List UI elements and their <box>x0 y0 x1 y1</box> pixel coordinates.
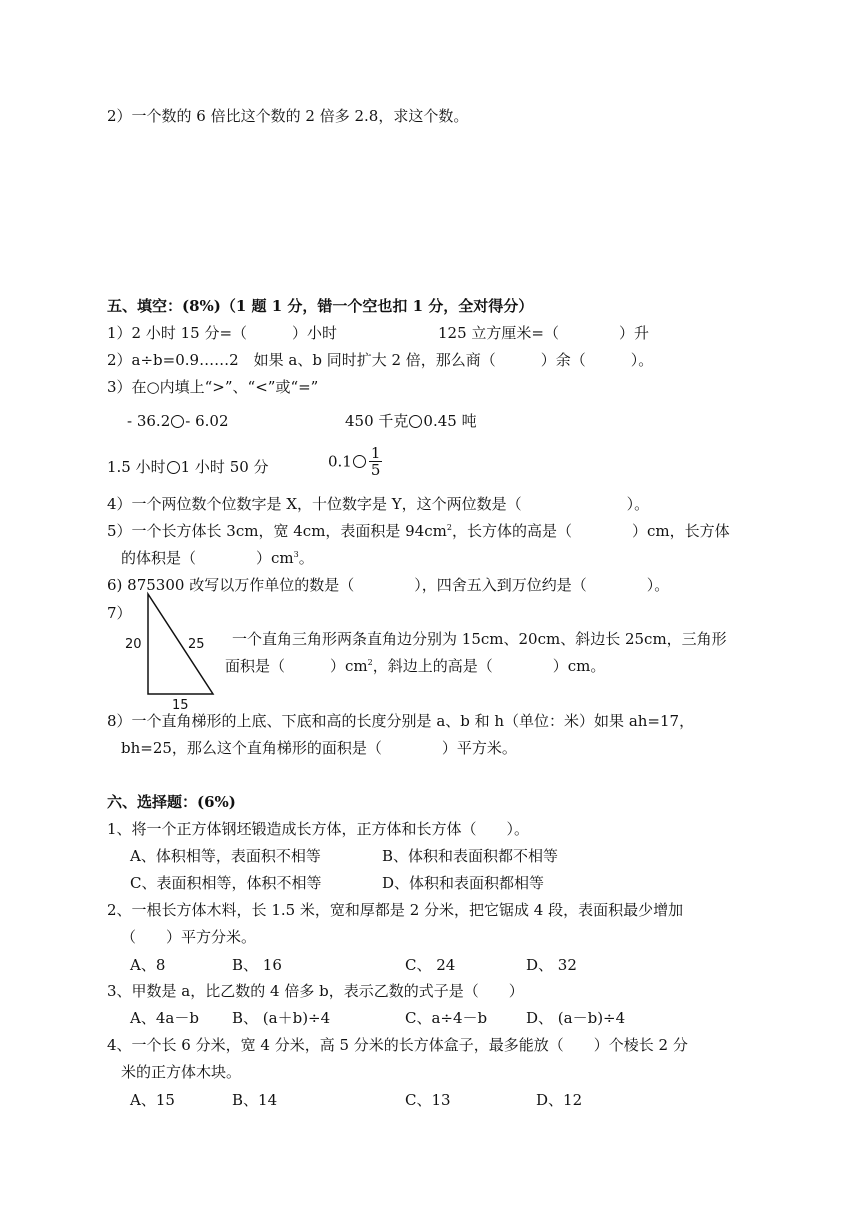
compare-item-3-left: 1.5 小时 <box>107 458 166 476</box>
fill-q6: 6) 875300 改写以万作单位的数是（ ），四舍五入到万位约是（ ）。 <box>107 576 670 594</box>
compare-item-1-left: - 36.2 <box>127 412 171 430</box>
choice-q1-option-c[interactable]: C、表面积相等，体积不相等 <box>130 874 322 892</box>
choice-q3-option-d[interactable]: D、 (a－b)÷4 <box>526 1009 626 1027</box>
fill-q5-text-d: 。 <box>298 549 314 567</box>
choice-q4-option-d[interactable]: D、12 <box>536 1091 583 1109</box>
fill-q1-part-b: 125 立方厘米=（ ）升 <box>438 324 649 342</box>
superscript-2: 2 <box>446 523 452 532</box>
triangle-bottom-side-label: 15 <box>172 698 189 713</box>
fraction-numerator: 1 <box>370 444 381 462</box>
choice-q2-option-c[interactable]: C、 24 <box>405 956 456 974</box>
superscript-3: 3 <box>293 550 299 559</box>
fill-q5-line-2 <box>121 548 314 568</box>
choice-q3-option-b[interactable]: B、 (a＋b)÷4 <box>232 1009 331 1027</box>
compare-circle-4[interactable] <box>353 455 366 468</box>
compare-item-1 <box>127 411 229 431</box>
choice-q1: 1、将一个正方体钢坯锻造成长方体，正方体和长方体（ ）。 <box>107 820 530 838</box>
compare-item-2 <box>345 411 477 431</box>
triangle-hypotenuse-label: 25 <box>188 637 205 652</box>
fill-q5-text-a: 5）一个长方体长 3cm，宽 4cm，表面积是 94cm <box>107 522 447 540</box>
fill-q7-text-a: 面积是（ ）cm <box>225 657 368 675</box>
compare-circle-2[interactable] <box>409 415 422 428</box>
choice-q3: 3、甲数是 a，比乙数的 4 倍多 b，表示乙数的式子是（ ） <box>107 982 524 1000</box>
choice-q1-option-d[interactable]: D、体积和表面积都相等 <box>382 874 545 892</box>
choice-q4-option-a[interactable]: A、15 <box>130 1091 175 1109</box>
right-triangle-figure <box>140 590 220 700</box>
fill-q7-label: 7） <box>107 604 132 622</box>
choice-q4-option-c[interactable]: C、13 <box>405 1091 451 1109</box>
choice-q2-option-a[interactable]: A、8 <box>130 956 166 974</box>
choice-q4-line-1: 4、一个长 6 分米，宽 4 分米，高 5 分米的长方体盒子，最多能放（ ）个棱长 2 分 <box>107 1036 688 1054</box>
compare-item-1-right: - 6.02 <box>185 412 229 430</box>
compare-circle-3[interactable] <box>167 461 180 474</box>
fraction-one-fifth <box>369 445 383 478</box>
fill-q5-text-c: 的体积是（ ）cm <box>121 549 294 567</box>
compare-item-3 <box>107 457 269 477</box>
compare-item-2-left: 450 千克 <box>345 412 409 430</box>
choice-q4-line-2: 米的正方体木块。 <box>121 1063 242 1081</box>
fill-q8-line-2: bh=25，那么这个直角梯形的面积是（ ）平方米。 <box>121 739 517 757</box>
choice-q2-option-d[interactable]: D、 32 <box>526 956 577 974</box>
fill-q7-text-b: ，斜边上的高是（ ）cm。 <box>372 657 606 675</box>
compare-item-4-left: 0.1 <box>328 452 352 471</box>
fill-q2: 2）a÷b=0.9……2 如果 a、b 同时扩大 2 倍，那么商（ ）余（ ）。 <box>107 351 654 369</box>
section-5-title: 五、填空：(8%)（1 题 1 分，错一个空也扣 1 分，全对得分） <box>107 297 534 315</box>
fraction-denominator: 5 <box>370 461 381 479</box>
superscript-2b: 2 <box>367 658 373 667</box>
fill-q5-text-b: ，长方体的高是（ ）cm，长方体 <box>452 522 730 540</box>
choice-q2-line-2: （ ）平方分米。 <box>121 928 257 946</box>
prev-question-2: 2）一个数的 6 倍比这个数的 2 倍多 2.8，求这个数。 <box>107 107 469 125</box>
choice-q3-option-a[interactable]: A、4a－b <box>130 1009 199 1027</box>
compare-item-4 <box>328 445 382 478</box>
choice-q2-line-1: 2、一根长方体木料，长 1.5 米，宽和厚都是 2 分米，把它锯成 4 段，表面积最少增加 <box>107 901 684 919</box>
choice-q4-option-b[interactable]: B、14 <box>232 1091 278 1109</box>
fill-q3-instruction: 3）在○内填上“>”、“<”或“=” <box>107 378 319 396</box>
fill-q7-line-1: 一个直角三角形两条直角边分别为 15cm、20cm、斜边长 25cm，三角形 <box>232 630 727 648</box>
choice-q2-option-b[interactable]: B、 16 <box>232 956 282 974</box>
section-6-title: 六、选择题：(6%) <box>107 793 236 811</box>
compare-item-3-right: 1 小时 50 分 <box>180 458 269 476</box>
choice-q1-option-b[interactable]: B、体积和表面积都不相等 <box>382 847 559 865</box>
compare-item-2-right: 0.45 吨 <box>423 412 477 430</box>
fill-q5-line-1 <box>107 521 730 541</box>
fill-q7-line-2 <box>225 656 605 676</box>
fill-q4: 4）一个两位数个位数字是 X，十位数字是 Y，这个两位数是（ ）。 <box>107 495 650 513</box>
fill-q1-part-a: 1）2 小时 15 分=（ ）小时 <box>107 324 338 342</box>
fill-q8-line-1: 8）一个直角梯形的上底、下底和高的长度分别是 a、b 和 h（单位：米）如果 ah=17， <box>107 712 695 730</box>
choice-q1-option-a[interactable]: A、体积相等，表面积不相等 <box>130 847 321 865</box>
choice-q3-option-c[interactable]: C、a÷4－b <box>405 1009 488 1027</box>
triangle-left-side-label: 20 <box>125 637 142 652</box>
compare-circle-1[interactable] <box>171 415 184 428</box>
